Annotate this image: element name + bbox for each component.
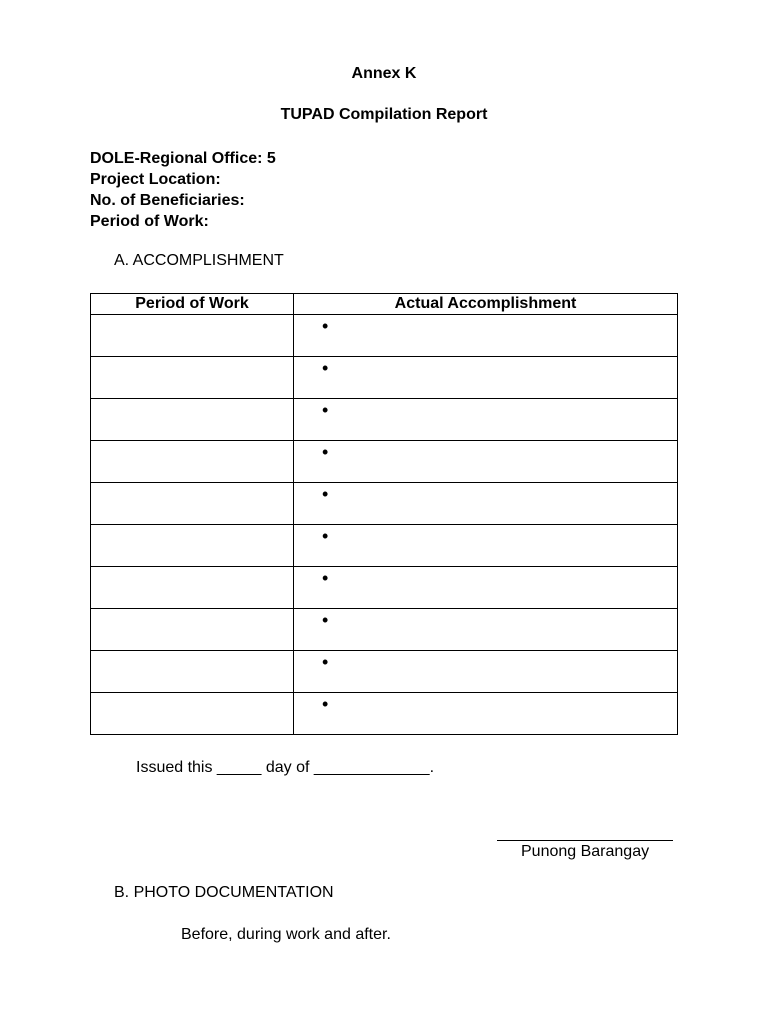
accomplishment-cell[interactable] bbox=[294, 441, 678, 483]
column-header-accomplishment: Actual Accomplishment bbox=[294, 294, 678, 315]
bullet-point: • bbox=[322, 484, 329, 504]
report-info bbox=[90, 148, 276, 232]
beneficiaries-line: No. of Beneficiaries: bbox=[90, 192, 245, 209]
accomplishment-cell[interactable] bbox=[294, 651, 678, 693]
section-a-heading: A. ACCOMPLISHMENT bbox=[114, 252, 284, 269]
period-cell[interactable] bbox=[91, 651, 294, 693]
table-row bbox=[91, 399, 678, 441]
table-row bbox=[91, 441, 678, 483]
regional-office-line: DOLE-Regional Office: 5 bbox=[90, 150, 276, 167]
table-row bbox=[91, 567, 678, 609]
accomplishment-cell[interactable] bbox=[294, 399, 678, 441]
annex-label: Annex K bbox=[351, 65, 417, 82]
table-row bbox=[91, 483, 678, 525]
project-location-line: Project Location: bbox=[90, 171, 221, 188]
table-row bbox=[91, 525, 678, 567]
bullet-point: • bbox=[322, 442, 329, 462]
photo-documentation-note: Before, during work and after. bbox=[181, 926, 391, 943]
accomplishment-table bbox=[90, 293, 678, 735]
table-header-row bbox=[91, 294, 678, 315]
signature-label: Punong Barangay bbox=[521, 843, 650, 860]
accomplishment-cell[interactable] bbox=[294, 693, 678, 735]
accomplishment-cell[interactable] bbox=[294, 357, 678, 399]
bullet-point: • bbox=[322, 526, 329, 546]
bullet-point: • bbox=[322, 652, 329, 672]
accomplishment-cell[interactable] bbox=[294, 609, 678, 651]
bullet-point: • bbox=[322, 400, 329, 420]
period-cell[interactable] bbox=[91, 399, 294, 441]
table-row bbox=[91, 357, 678, 399]
period-cell[interactable] bbox=[91, 357, 294, 399]
signature-line bbox=[497, 840, 673, 841]
bullet-point: • bbox=[322, 568, 329, 588]
period-cell[interactable] bbox=[91, 315, 294, 357]
period-cell[interactable] bbox=[91, 693, 294, 735]
issued-line: Issued this _____ day of _____________. bbox=[136, 759, 435, 776]
period-cell[interactable] bbox=[91, 567, 294, 609]
table-row bbox=[91, 315, 678, 357]
column-header-period: Period of Work bbox=[91, 294, 294, 315]
period-cell[interactable] bbox=[91, 609, 294, 651]
accomplishment-cell[interactable] bbox=[294, 315, 678, 357]
accomplishment-cell[interactable] bbox=[294, 525, 678, 567]
section-b-heading: B. PHOTO DOCUMENTATION bbox=[114, 884, 334, 901]
period-cell[interactable] bbox=[91, 441, 294, 483]
bullet-point: • bbox=[322, 610, 329, 630]
bullet-point: • bbox=[322, 694, 329, 714]
accomplishment-cell[interactable] bbox=[294, 483, 678, 525]
period-cell[interactable] bbox=[91, 525, 294, 567]
table-row bbox=[91, 609, 678, 651]
table-row bbox=[91, 693, 678, 735]
bullet-point: • bbox=[322, 316, 329, 336]
bullet-point: • bbox=[322, 358, 329, 378]
period-of-work-line: Period of Work: bbox=[90, 213, 209, 230]
table-body bbox=[91, 315, 678, 735]
table-row bbox=[91, 651, 678, 693]
period-cell[interactable] bbox=[91, 483, 294, 525]
report-title: TUPAD Compilation Report bbox=[280, 106, 488, 123]
accomplishment-cell[interactable] bbox=[294, 567, 678, 609]
